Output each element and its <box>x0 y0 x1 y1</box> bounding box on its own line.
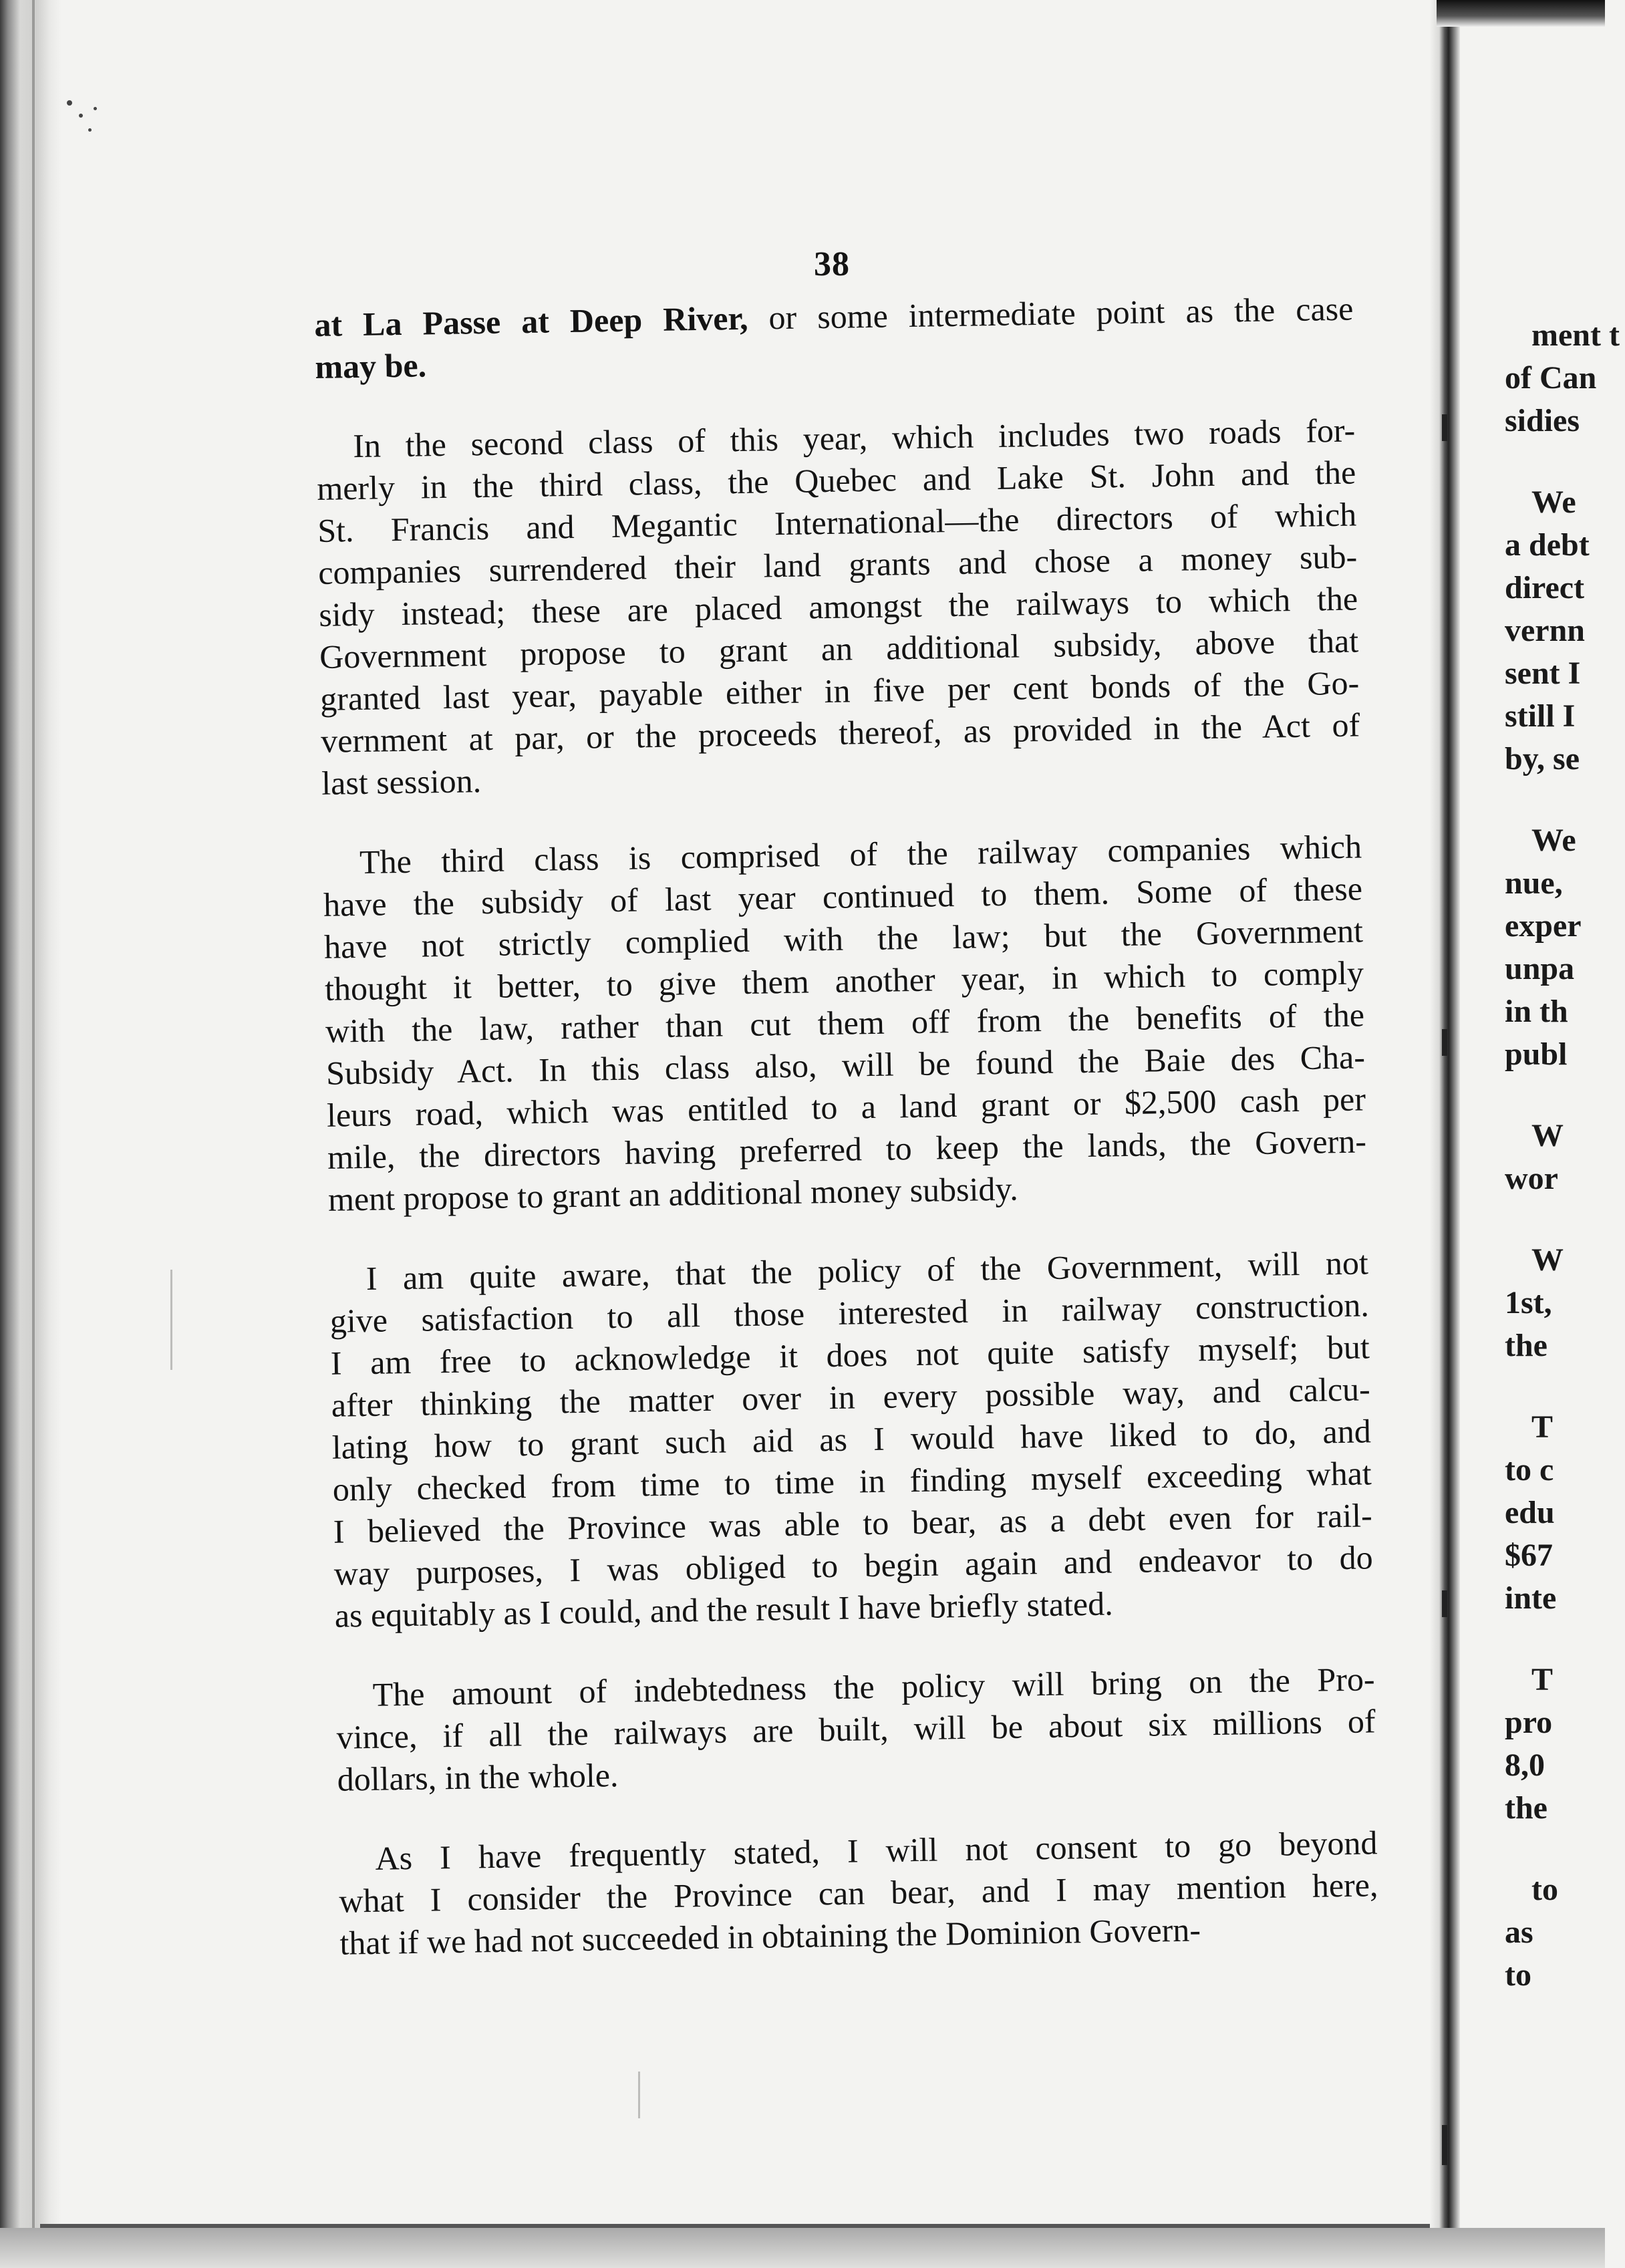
facing-text-fragment: 1st, <box>1505 1285 1552 1320</box>
main-text-body <box>314 288 1379 1965</box>
text-line: Subsidy Act. In this class also, will be found the Baie des Cha- <box>325 1038 1366 1092</box>
text-line: thought it better, to give them another year, in which to comply <box>324 954 1364 1008</box>
page-bottom-shadow <box>0 2228 1605 2268</box>
scan-speck <box>88 128 92 132</box>
text-line: what I consider the Province can bear, and I may mention here, <box>339 1866 1378 1920</box>
facing-text-fragment: to <box>1505 1957 1531 1993</box>
text-line: I am quite aware, that the policy of the Government, will not <box>365 1244 1369 1297</box>
facing-text-fragment: edu <box>1505 1495 1555 1530</box>
facing-text-fragment: direct <box>1505 570 1585 605</box>
facing-text-fragment: exper <box>1505 908 1582 944</box>
gutter-tick <box>1442 1590 1447 1617</box>
facing-text-fragment: W <box>1531 1242 1564 1278</box>
scan-mark <box>638 2072 640 2118</box>
text-line: have not strictly complied with the law; but the Government <box>323 911 1364 966</box>
facing-text-fragment: pro <box>1505 1705 1553 1740</box>
book-binding-edge <box>0 0 61 2268</box>
facing-text-fragment: $67 <box>1505 1538 1553 1573</box>
text-line: The amount of indebtedness the policy will bring on the Pro- <box>372 1660 1375 1713</box>
facing-text-fragment: still I <box>1505 698 1576 734</box>
paragraph <box>329 1242 1374 1637</box>
text-line: only checked from time to time in finding myself exceeding what <box>332 1454 1372 1508</box>
page-gutter <box>1430 0 1460 2268</box>
text-line: after thinking the matter over in every possible way, and calcu- <box>331 1370 1371 1424</box>
facing-text-fragment: We <box>1531 484 1576 520</box>
text-line: dollars, in the whole. <box>337 1756 619 1798</box>
fragment-gap <box>1505 1200 1625 1239</box>
facing-text-fragment: W <box>1531 1118 1564 1153</box>
facing-text-fragment: wor <box>1505 1161 1558 1196</box>
text-line: lating how to grant such aid as I would have liked to do, and <box>331 1412 1372 1466</box>
page-number: 38 <box>814 245 850 283</box>
facing-text-fragment: of Can <box>1505 360 1597 396</box>
text-line: As I have frequently stated, I will not consent to go beyond <box>375 1824 1378 1877</box>
text-line: Government propose to grant an additional subsidy, above that <box>319 621 1359 676</box>
text-line: at La Passe at Deep River, or some intermediate point as the case <box>314 289 1354 343</box>
text-line: granted last year, payable either in five per cent bonds of the Go- <box>319 664 1360 718</box>
facing-text-fragment: sent I <box>1505 656 1581 691</box>
paragraph <box>314 288 1354 388</box>
fragment-gap <box>1505 1076 1625 1115</box>
gutter-tick <box>1442 2125 1447 2165</box>
paragraph <box>338 1822 1379 1964</box>
paragraph <box>323 825 1368 1220</box>
text-line: merly in the third class, the Quebec and Lake St. John and the <box>316 453 1356 507</box>
facing-text-fragment: by, se <box>1505 741 1580 776</box>
facing-text-fragment: We <box>1531 823 1576 858</box>
text-line: way purposes, I was obliged to begin again and endeavor to do <box>333 1538 1374 1592</box>
text-line: that if we had not succeeded in obtaining the Dominion Govern- <box>339 1910 1201 1962</box>
bold-lead: at La Passe at Deep River, <box>314 299 748 343</box>
facing-text-fragment: publ <box>1505 1036 1568 1072</box>
text-line: I believed the Province was able to bear, as a debt even for rail- <box>333 1496 1373 1550</box>
paragraph <box>316 410 1361 805</box>
text-line: The third class is comprised of the railway companies which <box>359 827 1362 881</box>
facing-text-fragment: inte <box>1505 1580 1557 1616</box>
facing-text-fragment: a debt <box>1505 527 1590 563</box>
text-line: have the subsidy of last year continued to them. Some of these <box>323 869 1363 924</box>
facing-text-fragment: as <box>1505 1915 1533 1950</box>
text-line: give satisfaction to all those interested in railway construction. <box>329 1286 1370 1340</box>
text-line: with the law, rather than cut them off from the benefits of the <box>325 996 1365 1050</box>
facing-text-fragment: sidies <box>1505 403 1580 438</box>
gutter-tick <box>1442 414 1447 441</box>
text-line: I am free to acknowledge it does not quite satisfy myself; but <box>330 1328 1370 1382</box>
facing-text-fragment: in th <box>1505 994 1568 1029</box>
gutter-tick <box>1442 1029 1447 1056</box>
text-line: companies surrendered their land grants and chose a money sub- <box>317 537 1358 591</box>
facing-page-fragment <box>1505 314 1625 1997</box>
fragment-gap <box>1505 442 1625 481</box>
facing-text-fragment: unpa <box>1505 951 1575 986</box>
fragment-gap <box>1505 1620 1625 1659</box>
facing-text-fragment: vernn <box>1505 613 1585 648</box>
facing-text-fragment: to c <box>1505 1452 1554 1487</box>
text-line: last session. <box>321 762 482 802</box>
facing-text-fragment: the <box>1505 1328 1547 1363</box>
fragment-gap <box>1505 1830 1625 1868</box>
fragment-gap <box>1505 781 1625 819</box>
binding-line <box>32 0 35 2268</box>
facing-text-fragment: to <box>1531 1872 1558 1907</box>
facing-text-fragment: the <box>1505 1790 1547 1826</box>
facing-text-fragment: nue, <box>1505 865 1563 901</box>
facing-text-fragment: T <box>1531 1662 1554 1697</box>
facing-text-fragment: T <box>1531 1409 1554 1445</box>
text-line: ment propose to grant an additional money subsidy. <box>327 1169 1019 1218</box>
scan-mark <box>170 1270 172 1370</box>
fragment-gap <box>1505 1367 1625 1406</box>
text-line: In the second class of this year, which includes two roads for- <box>352 411 1356 465</box>
scan-speck <box>79 114 83 118</box>
facing-page-top-shadow <box>1437 0 1605 27</box>
scan-speck <box>94 107 97 110</box>
text-line: as equitably as I could, and the result I have briefly stated. <box>334 1584 1114 1635</box>
scan-speck <box>67 100 72 106</box>
facing-text-fragment: 8,0 <box>1505 1747 1545 1783</box>
paragraph <box>335 1658 1376 1800</box>
text-line: vernment at par, or the proceeds thereof, as provided in the Act of <box>320 706 1360 760</box>
text-line: St. Francis and Megantic International—the directors of which <box>317 495 1357 549</box>
text-line: sidy instead; these are placed amongst the railways to which the <box>318 579 1358 633</box>
facing-text-fragment: ment t <box>1531 317 1620 353</box>
text-line: mile, the directors having preferred to keep the lands, the Govern- <box>327 1122 1367 1176</box>
text-line: vince, if all the railways are built, will be about six millions of <box>336 1702 1376 1756</box>
text-line: leurs road, which was entitled to a land grant or $2,500 cash per <box>326 1080 1366 1134</box>
text-line: may be. <box>315 346 427 386</box>
